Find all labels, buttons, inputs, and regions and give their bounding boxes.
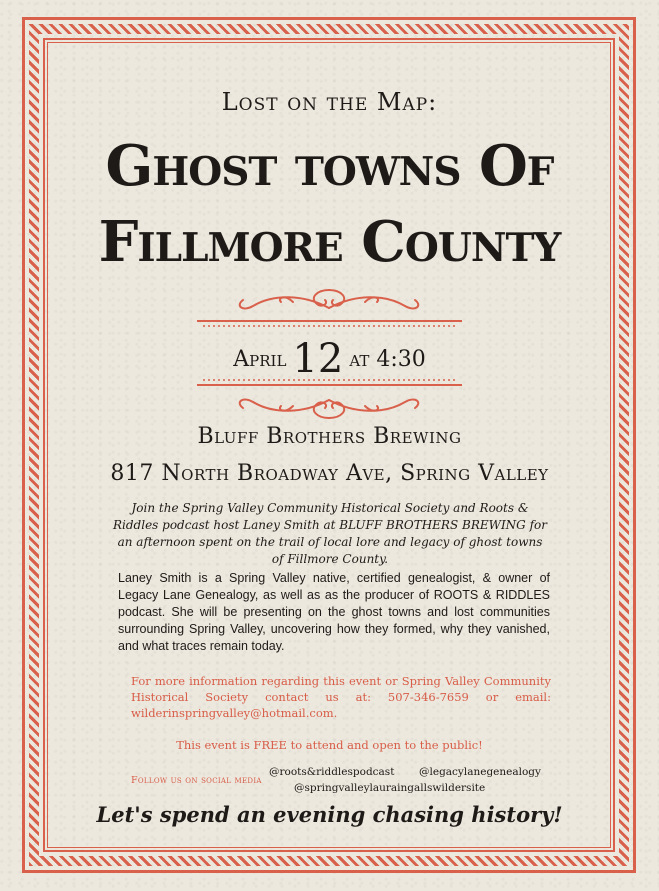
contact-info: For more information regarding this event or Spring Valley Community Historical Society contact us at: 507-346-7659 or email: wilderinspringvalley@hotmail.com. [131,674,551,720]
flourish-ornament-icon [193,284,466,334]
venue-name: Bluff Brothers Brewing [197,424,462,449]
closing-tagline: Let's spend an evening chasing history! [96,802,563,827]
venue-address: 817 North Broadway Ave, Spring Valley [110,461,549,486]
date-day: 12 [292,336,344,382]
social-handle-legacy-lane[interactable]: @legacylanegenealogy [419,766,541,778]
date-month: April [233,347,287,372]
social-handle-roots-riddles[interactable]: @roots&riddlespodcast [269,766,395,778]
intro-paragraph: Join the Spring Valley Community Historical Society and Roots & Riddles podcast host Laney Smith at BLUFF BROTHERS BREWING for an afternoon spent on the trail of local lore and legacy of ghost towns of Fillmore County. [113,501,547,566]
flourish-ornament-icon [193,374,466,424]
title-line-1: Ghost towns Of [105,133,554,199]
social-handle-laura-ingalls[interactable]: @springvalleylauraingallswildersite [294,782,486,794]
title-line-2: Fillmore County [98,209,561,275]
date-time: at 4:30 [349,347,426,372]
bio-paragraph: Laney Smith is a Spring Valley native, certified genealogist, & owner of Legacy Lane Genealogy, as well as as the producer of ROOTS & RIDDLES podcast. She will be presenting on the ghost towns and lost communities surrounding Spring Valley, uncovering how they formed, why they vanished, and what traces remain today. [118,571,550,653]
free-admission-note: This event is FREE to attend and open to the public! [176,738,483,752]
kicker: Lost on the Map: [221,88,438,116]
social-label: Follow us on social media [131,775,262,786]
